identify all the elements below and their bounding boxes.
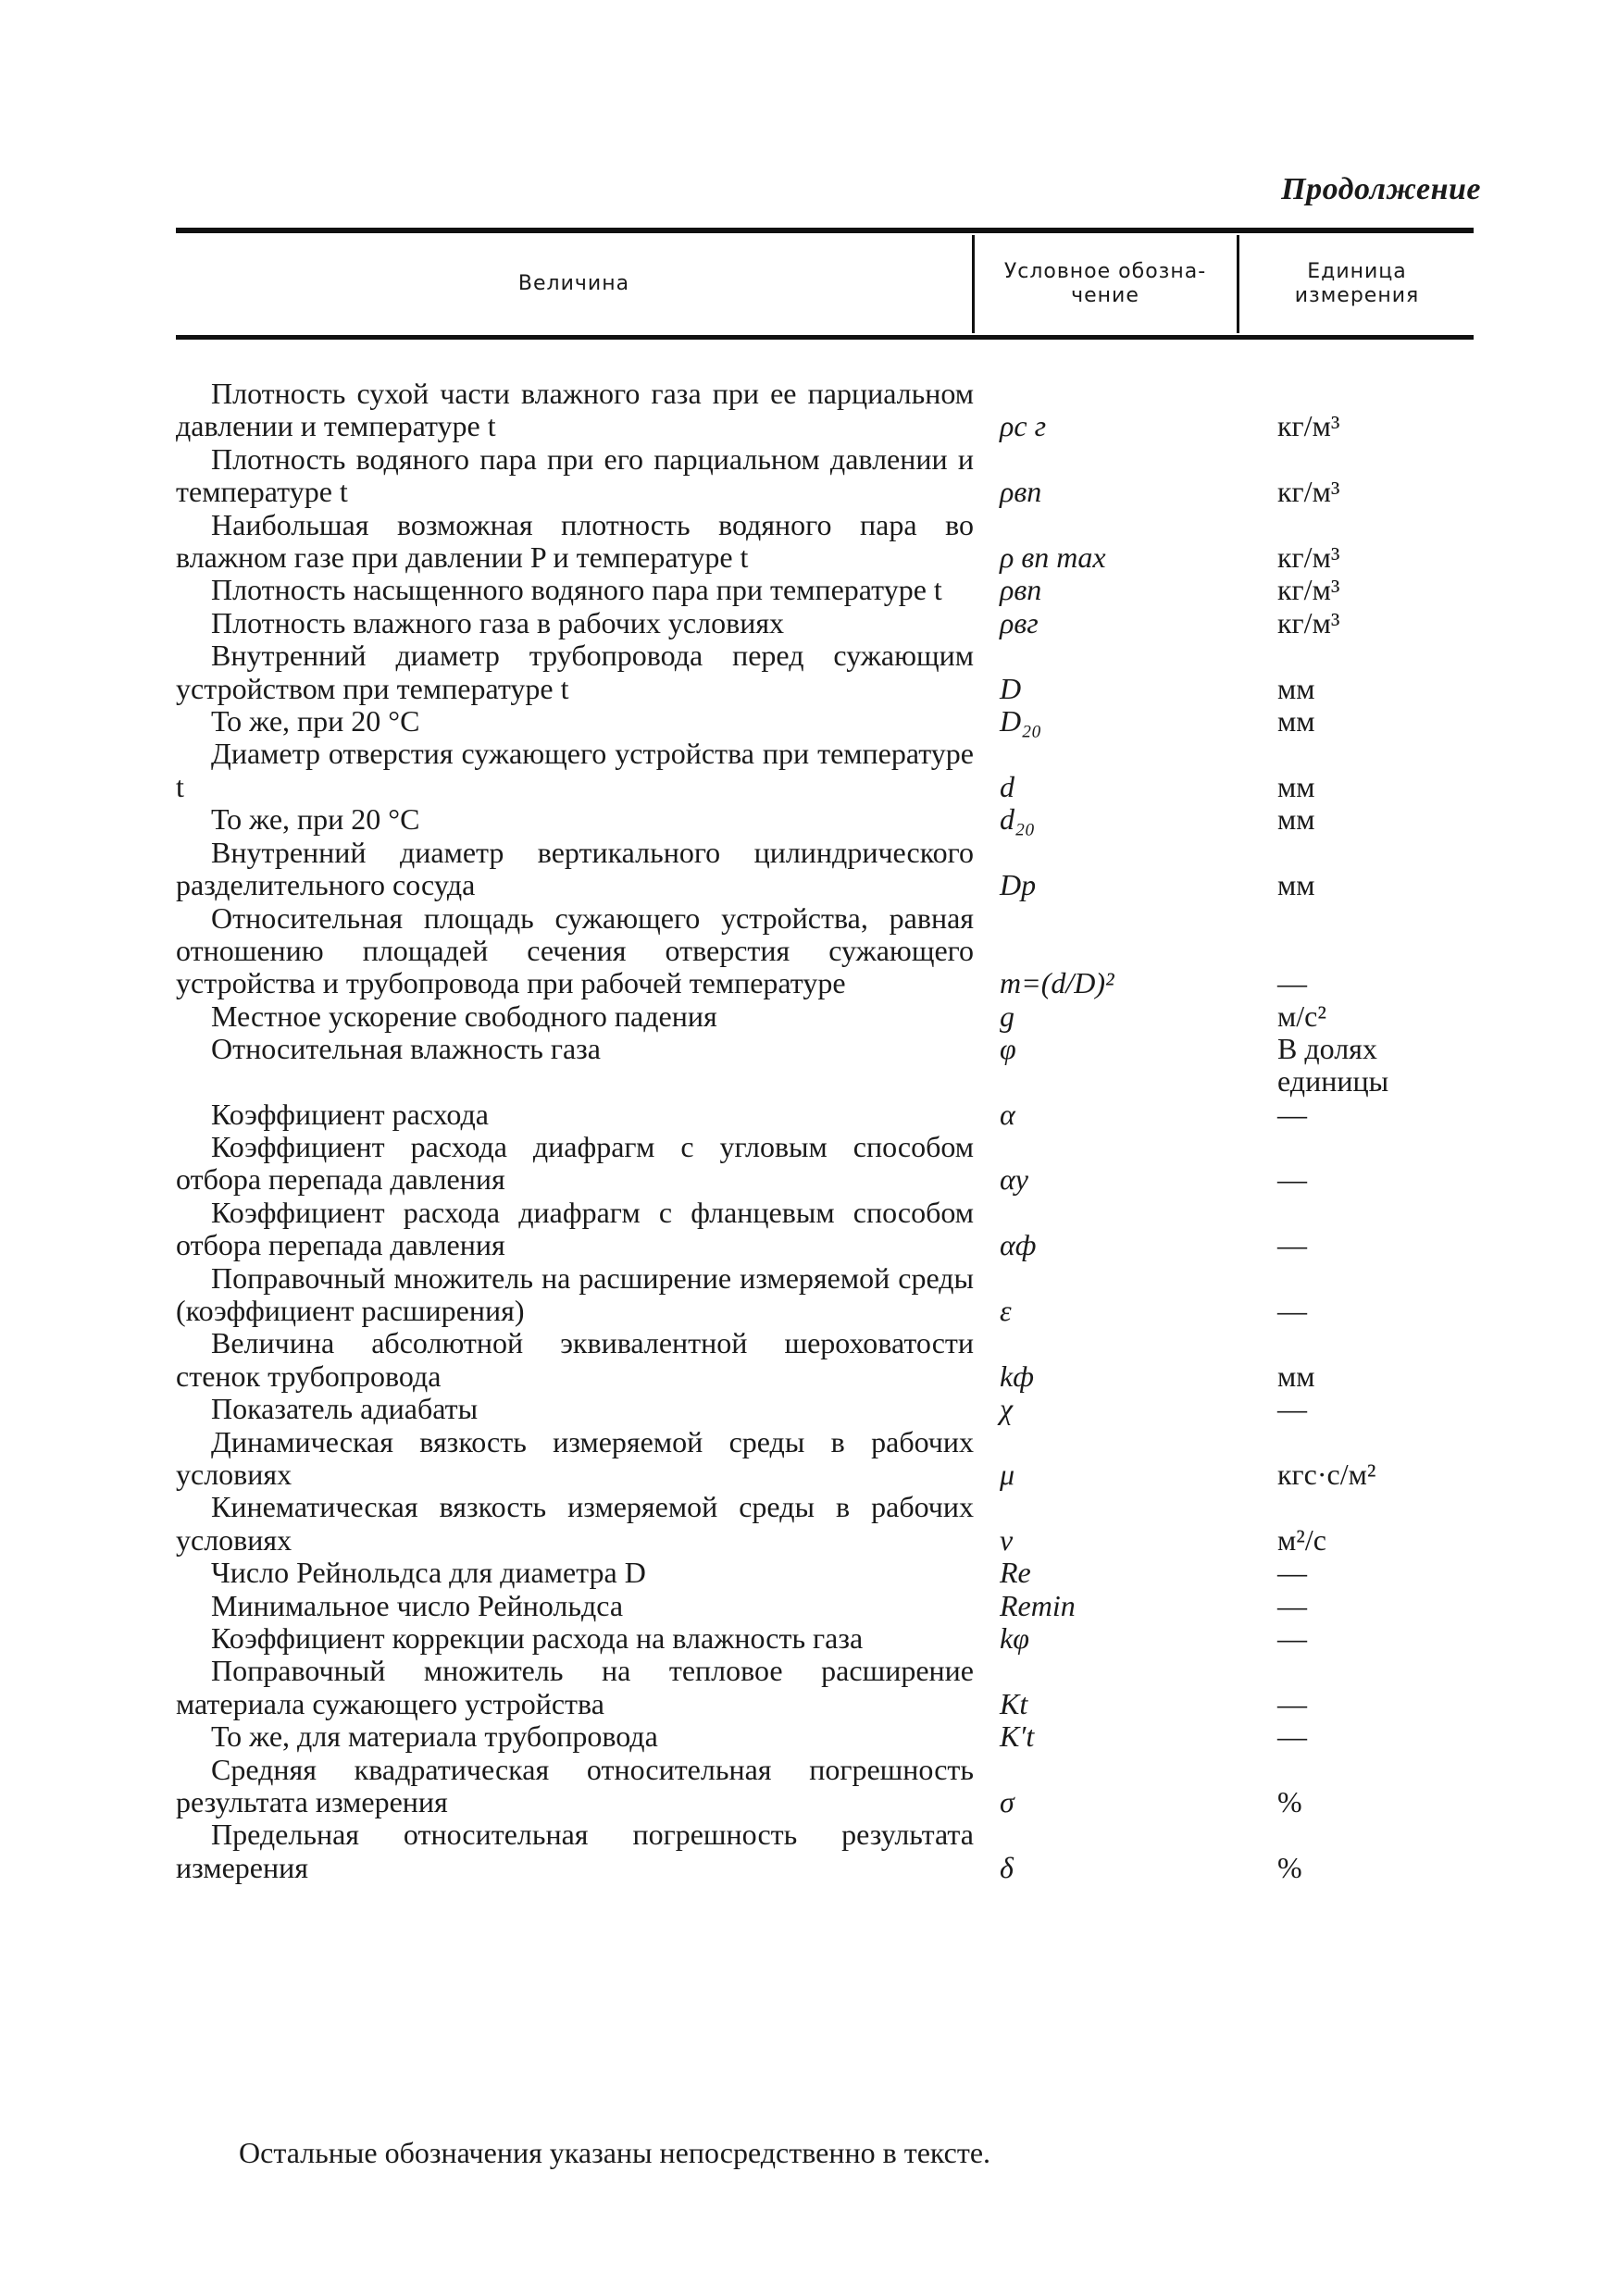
symbol-cell: ρвп <box>1000 573 1042 607</box>
symbol-cell: K′t <box>1000 1719 1035 1754</box>
header-quantity-label: Величина <box>517 272 630 295</box>
quantity-text: Местное ускорение свободного падения <box>211 999 717 1033</box>
table-row <box>176 1754 1474 1819</box>
symbol-cell: μ <box>1000 1458 1015 1491</box>
symbol-cell: σ <box>1000 1785 1014 1819</box>
unit-cell: мм <box>1277 802 1315 837</box>
symbol-cell: Remin <box>1000 1588 1076 1622</box>
table-row <box>176 1557 1474 1589</box>
unit-cell: кг/м³ <box>1277 540 1340 575</box>
table-row <box>176 803 1474 836</box>
unit-cell: кг/м³ <box>1277 475 1340 509</box>
table-row <box>176 837 1474 902</box>
unit-cell: — <box>1277 1162 1307 1197</box>
unit-cell: кгс·с/м² <box>1277 1458 1376 1491</box>
symbol-cell: Kt <box>1000 1686 1028 1720</box>
unit-cell: мм <box>1277 1359 1315 1393</box>
table-row <box>176 1197 1474 1262</box>
quantity-cell <box>176 1557 974 1589</box>
unit-cell: м/с² <box>1277 999 1326 1033</box>
quantity-text: Внутренний диаметр вертикального цилиндрического разделительного сосуда <box>176 835 974 902</box>
quantity-text: То же, для материала трубопровода <box>211 1719 658 1754</box>
quantity-cell <box>176 574 974 606</box>
quantity-text: Плотность влажного газа в рабочих условиях <box>211 605 785 639</box>
symbol-cell: ρвп <box>1000 475 1042 509</box>
quantity-text: Наибольшая возможная плотность водяного пара во влажном газе при давлении P и температуре t <box>176 507 974 575</box>
symbol-cell: D₂₀ <box>1000 704 1042 738</box>
quantity-cell <box>176 378 974 443</box>
unit-cell: мм <box>1277 671 1315 705</box>
quantity-cell <box>176 1818 974 1884</box>
quantity-cell <box>176 1655 974 1720</box>
table-row <box>176 1098 1474 1131</box>
quantity-cell <box>176 1491 974 1557</box>
unit-cell: — <box>1277 1719 1307 1754</box>
unit-cell: — <box>1277 1621 1307 1656</box>
table-row <box>176 1622 1474 1655</box>
quantity-text: Поправочный множитель на расширение измеряемой среды (коэффициент расширения) <box>176 1260 974 1327</box>
table-row <box>176 1262 1474 1328</box>
table-row <box>176 1426 1474 1492</box>
table-top-rule <box>176 228 1474 233</box>
quantity-text: Коэффициент расхода диафрагм с угловым способом отбора перепада давления <box>176 1129 974 1197</box>
quantity-cell <box>176 1098 974 1131</box>
symbol-cell: Dр <box>1000 868 1037 902</box>
table-row <box>176 1393 1474 1425</box>
header-divider-2 <box>1237 235 1239 333</box>
symbol-cell: ρ вп max <box>1000 540 1106 575</box>
header-unit <box>1240 235 1474 333</box>
quantity-text: Средняя квадратическая относительная погрешность результата измерения <box>176 1752 974 1819</box>
table-row <box>176 1131 1474 1197</box>
unit-cell: — <box>1277 1097 1307 1131</box>
unit-cell: — <box>1277 966 1307 1000</box>
quantity-cell <box>176 1262 974 1328</box>
table-row <box>176 509 1474 575</box>
table-row <box>176 1818 1474 1884</box>
quantity-text: Диаметр отверстия сужающего устройства при температуре t <box>176 737 974 803</box>
quantity-cell <box>176 1720 974 1753</box>
quantity-cell <box>176 1622 974 1655</box>
quantity-cell <box>176 1327 974 1393</box>
quantity-cell <box>176 1590 974 1622</box>
table-row <box>176 639 1474 705</box>
unit-cell: — <box>1277 1686 1307 1720</box>
quantity-text: То же, при 20 °С <box>211 704 420 738</box>
unit-cell: кг/м³ <box>1277 409 1340 443</box>
quantity-text: То же, при 20 °С <box>211 802 420 837</box>
quantity-cell <box>176 509 974 575</box>
header-symbol <box>976 235 1235 333</box>
table-row <box>176 607 1474 639</box>
quantity-cell <box>176 1033 974 1065</box>
symbol-cell: αф <box>1000 1228 1037 1262</box>
table-row <box>176 1491 1474 1557</box>
header-divider-1 <box>972 235 975 333</box>
quantity-text: Число Рейнольдса для диаметра D <box>211 1556 646 1590</box>
quantity-text: Показатель адиабаты <box>211 1392 479 1426</box>
quantity-cell <box>176 803 974 836</box>
table-header-rule <box>176 335 1474 340</box>
table-row <box>176 1327 1474 1393</box>
unit-cell: — <box>1277 1293 1307 1327</box>
table-row <box>176 1720 1474 1753</box>
symbol-cell: χ <box>1000 1392 1014 1426</box>
symbol-cell: δ <box>1000 1850 1014 1884</box>
unit-cell: м²/с <box>1277 1522 1326 1557</box>
quantity-cell <box>176 1000 974 1033</box>
unit-cell: — <box>1277 1588 1307 1622</box>
unit-cell: % <box>1277 1850 1302 1884</box>
symbol-cell: kφ <box>1000 1621 1029 1656</box>
quantity-text: Предельная относительная погрешность результата измерения <box>176 1818 974 1884</box>
table-row <box>176 1033 1474 1098</box>
quantity-text: Величина абсолютной эквивалентной шероховатости стенок трубопровода <box>176 1326 974 1393</box>
quantity-text: Коэффициент расхода <box>211 1097 489 1131</box>
unit-cell: В долях единицы <box>1277 1031 1389 1098</box>
symbol-cell: g <box>1000 999 1014 1033</box>
quantity-text: Плотность сухой части влажного газа при ее парциальном давлении и температуре t <box>176 377 974 443</box>
table-row <box>176 1000 1474 1033</box>
quantity-cell <box>176 639 974 705</box>
unit-cell: мм <box>1277 868 1315 902</box>
unit-cell: — <box>1277 1228 1307 1262</box>
quantity-cell <box>176 1754 974 1819</box>
quantity-text: Коэффициент расхода диафрагм с фланцевым способом отбора перепада давления <box>176 1195 974 1262</box>
quantity-cell <box>176 443 974 509</box>
symbol-cell: d₂₀ <box>1000 802 1036 837</box>
quantity-text: Плотность водяного пара при его парциальном давлении и температуре t <box>176 441 974 509</box>
symbol-cell: αу <box>1000 1162 1028 1197</box>
symbol-cell: φ <box>1000 1032 1016 1066</box>
unit-cell: — <box>1277 1556 1307 1590</box>
quantity-cell <box>176 837 974 902</box>
quantity-cell <box>176 705 974 738</box>
quantity-text: Плотность насыщенного водяного пара при температуре t <box>211 573 942 607</box>
quantity-cell <box>176 902 974 1000</box>
symbol-cell: d <box>1000 769 1014 803</box>
table-row <box>176 443 1474 509</box>
quantity-text: Внутренний диаметр трубопровода перед сужающим устройством при температуре t <box>176 639 974 705</box>
quantity-cell <box>176 1393 974 1425</box>
symbol-cell: ν <box>1000 1522 1014 1557</box>
quantity-text: Кинематическая вязкость измеряемой среды в рабочих условиях <box>176 1490 974 1557</box>
table-row <box>176 738 1474 803</box>
table-row <box>176 378 1474 443</box>
quantity-text: Динамическая вязкость измеряемой среды в рабочих условиях <box>176 1424 974 1491</box>
table-row <box>176 705 1474 738</box>
unit-cell: кг/м³ <box>1277 605 1340 639</box>
header-symbol-label: Условное обозна- чение <box>1003 260 1207 307</box>
quantity-cell <box>176 607 974 639</box>
header-quantity <box>176 235 972 333</box>
symbol-cell: ρвг <box>1000 605 1039 639</box>
quantity-cell <box>176 1426 974 1492</box>
quantity-cell <box>176 1131 974 1197</box>
unit-cell: — <box>1277 1392 1307 1426</box>
unit-cell: мм <box>1277 704 1315 738</box>
quantity-text: Поправочный множитель на тепловое расширение материала сужающего устройства <box>176 1654 974 1720</box>
quantity-text: Относительная влажность газа <box>211 1032 601 1066</box>
table-row <box>176 1590 1474 1622</box>
header-unit-label: Единица измерения <box>1294 260 1420 307</box>
symbol-cell: α <box>1000 1097 1015 1131</box>
unit-cell: мм <box>1277 769 1315 803</box>
table-row <box>176 574 1474 606</box>
unit-cell: % <box>1277 1785 1302 1819</box>
symbol-cell: ε <box>1000 1293 1012 1327</box>
symbol-cell: kф <box>1000 1359 1034 1393</box>
table-row <box>176 1655 1474 1720</box>
quantity-text: Коэффициент коррекции расхода на влажность газа <box>211 1621 864 1656</box>
footnote: Остальные обозначения указаны непосредственно в тексте. <box>239 2136 991 2169</box>
symbol-cell: Re <box>1000 1556 1031 1590</box>
symbol-cell: m=(d/D)² <box>1000 966 1114 1000</box>
symbol-cell: ρс г <box>1000 409 1047 443</box>
unit-cell: кг/м³ <box>1277 573 1340 607</box>
symbol-cell: D <box>1000 671 1022 705</box>
continuation-label: Продолжение <box>1281 172 1481 206</box>
quantity-cell <box>176 1197 974 1262</box>
table-row <box>176 902 1474 1000</box>
table-body <box>176 378 1474 1884</box>
quantity-cell <box>176 738 974 803</box>
quantity-text: Относительная площадь сужающего устройства, равная отношению площадей сечения отверстия сужающего устройства и трубопровода при рабочей температуре <box>176 900 974 1000</box>
quantity-text: Минимальное число Рейнольдса <box>211 1588 624 1622</box>
